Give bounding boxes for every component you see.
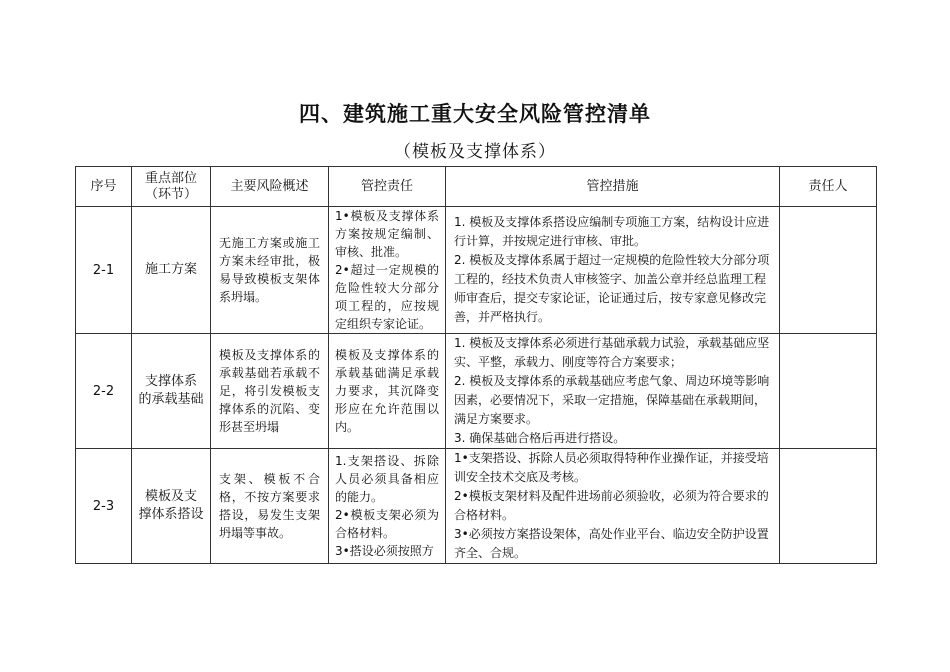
table-header-row: [76, 167, 877, 207]
cell-measures: [446, 449, 780, 564]
cell-seq: 2-2: [76, 334, 132, 449]
header-measures: 管控措施: [446, 167, 780, 207]
cell-seq: 2-1: [76, 207, 132, 334]
measure-item: 1•支架搭设、拆除人员必须取得特种作业操作证，并接受培训安全技术交底及考核。: [454, 451, 769, 484]
table-row: [76, 449, 877, 564]
measure-item: 2. 模板及支撑体系的承载基础应考虑气象、周边环境等影响因素，必要情况下，采取一定措施，保障基础在承载期间，满足方案要求。: [454, 374, 770, 426]
responsibility-item: 2•模板支架必须为合格材料。: [335, 508, 439, 540]
part-line1: 支撑体系: [144, 374, 197, 389]
header-part: [132, 167, 211, 207]
cell-owner[interactable]: [780, 334, 877, 449]
page-title: 四、建筑施工重大安全风险管控清单: [299, 102, 651, 126]
cell-responsibility: 模板及支撑体系的承载基础满足承载力要求，其沉降变形应在允许范围以内。: [329, 334, 446, 449]
part-line1: 模板及支: [144, 489, 197, 504]
part-line2: 撑体系搭设: [138, 507, 204, 522]
part-line2: 的承载基础: [138, 392, 204, 407]
cell-risk: 模板及支撑体系的承载基础若承载不足，将引发模板支撑体系的沉陷、变形甚至坍塌: [211, 334, 329, 449]
page-subtitle: （模板及支撑体系）: [394, 142, 556, 162]
header-part-line2: （环节）: [144, 186, 197, 202]
cell-seq: 2-3: [76, 449, 132, 564]
header-part-line1: 重点部位: [144, 170, 197, 186]
table-row: [76, 334, 877, 449]
responsibility-item: 1.支架搭设、拆除人员必须具备相应的能力。: [335, 454, 439, 504]
cell-responsibility: [329, 449, 446, 564]
measure-item: 1. 模板及支撑体系必须进行基础承载力试验，承载基础应坚实、平整，承载力、刚度等符合方案要求；: [454, 336, 770, 369]
responsibility-item: 2•超过一定规模的危险性较大分部分项工程的，应按规定组织专家论证。: [335, 263, 439, 331]
cell-measures: [446, 334, 780, 449]
measure-item: 2•模板支架材料及配件进场前必须验收，必须为符合要求的合格材料。: [454, 489, 769, 522]
table-row: [76, 207, 877, 334]
header-risk: 主要风险概述: [211, 167, 329, 207]
cell-owner[interactable]: [780, 449, 877, 564]
header-responsibility: 管控责任: [329, 167, 446, 207]
responsibility-item: 3•搭设必须按照方: [335, 544, 434, 558]
measure-item: 1. 模板及支撑体系搭设应编制专项施工方案，结构设计应进行计算，并按规定进行审核、审批。: [454, 215, 770, 248]
measure-item: 2. 模板及支撑体系属于超过一定规模的危险性较大分部分项工程的，经技术负责人审核签字、加盖公章并经总监理工程师审查后，提交专家论证，论证通过后，按专家意见修改完善，并严格执行。: [454, 253, 770, 324]
cell-measures: [446, 207, 780, 334]
cell-part: [132, 334, 211, 449]
cell-risk: 无施工方案或施工方案未经审批，极易导致模板支架体系坍塌。: [211, 207, 329, 334]
risk-control-table: [75, 166, 877, 564]
measure-item: 3•必须按方案搭设架体，高处作业平台、临边安全防护设置齐全、合规。: [454, 527, 769, 560]
cell-risk: 支架、模板不合格，不按方案要求搭设，易发生支架坍塌等事故。: [211, 449, 329, 564]
cell-part: [132, 449, 211, 564]
header-seq: 序号: [76, 167, 132, 207]
cell-part: 施工方案: [132, 207, 211, 334]
responsibility-item: 1•模板及支撑体系方案按规定编制、审核、批准。: [335, 209, 439, 259]
cell-responsibility: [329, 207, 446, 334]
measure-item: 3. 确保基础合格后再进行搭设。: [454, 431, 626, 445]
header-owner: 责任人: [780, 167, 877, 207]
cell-owner[interactable]: [780, 207, 877, 334]
